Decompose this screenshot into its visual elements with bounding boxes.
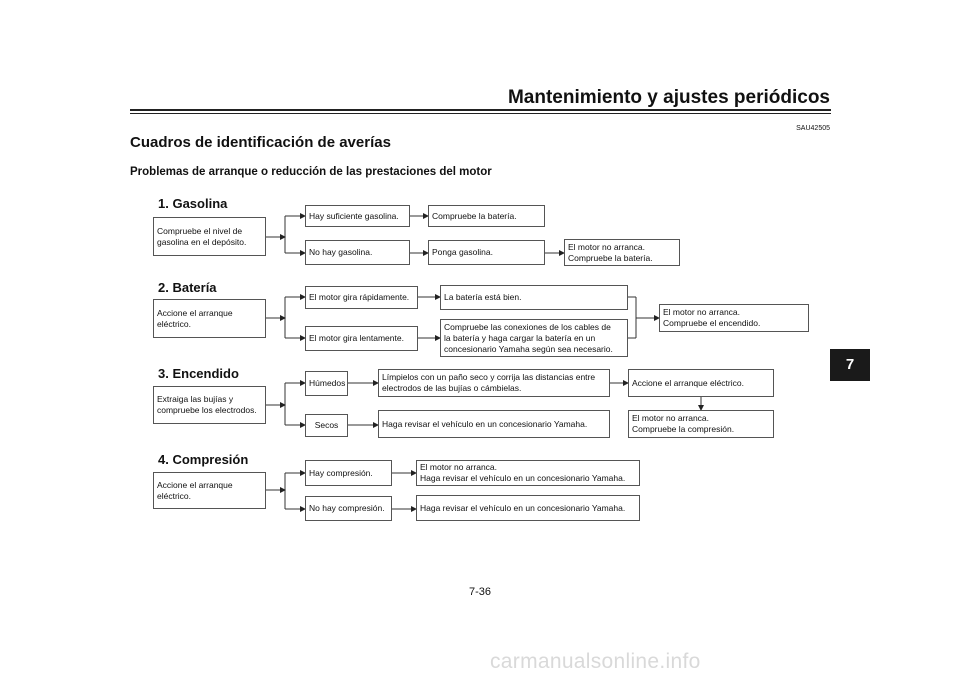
section-title-bateria: 2. Batería — [158, 280, 217, 295]
gasolina-result-check-battery: Compruebe la batería. — [428, 205, 545, 227]
encendido-action-dealer: Haga revisar el vehículo en un concesionario Yamaha. — [378, 410, 610, 438]
gasolina-action-refuel: Ponga gasolina. — [428, 240, 545, 265]
compresion-result-dealer: El motor no arranca. Haga revisar el vehículo en un concesionario Yamaha. — [416, 460, 640, 486]
gasolina-option-none: No hay gasolina. — [305, 240, 410, 265]
bateria-option-slow: El motor gira lentamente. — [305, 326, 418, 351]
bateria-final-no-start: El motor no arranca. Compruebe el encendido. — [659, 304, 809, 332]
section-title-compresion: 4. Compresión — [158, 452, 249, 467]
watermark-text: carmanualsonline.info — [490, 650, 701, 673]
compresion-option-yes: Hay compresión. — [305, 460, 392, 486]
section-title-encendido: 3. Encendido — [158, 366, 239, 381]
page-number: 7-36 — [468, 586, 492, 598]
encendido-action-clean-plugs: Límpielos con un paño seco y corrija las distancias entre electrodos de las bujías o cámbielas. — [378, 369, 610, 397]
encendido-final-no-start: El motor no arranca. Compruebe la compresión. — [628, 410, 774, 438]
bateria-option-fast: El motor gira rápidamente. — [305, 286, 418, 309]
gasolina-option-sufficient: Hay suficiente gasolina. — [305, 205, 410, 227]
encendido-result-start: Accione el arranque eléctrico. — [628, 369, 774, 397]
compresion-action-dealer: Haga revisar el vehículo en un concesionario Yamaha. — [416, 495, 640, 521]
document-code: SAU42505 — [796, 125, 830, 132]
compresion-option-no: No hay compresión. — [305, 496, 392, 521]
bateria-result-ok: La batería está bien. — [440, 285, 628, 310]
gasolina-start-box: Compruebe el nivel de gasolina en el depósito. — [153, 217, 266, 256]
bateria-start-box: Accione el arranque eléctrico. — [153, 299, 266, 338]
page-subtitle: Problemas de arranque o reducción de las prestaciones del motor — [130, 166, 492, 178]
page-title: Cuadros de identificación de averías — [130, 134, 391, 151]
encendido-option-dry: Secos — [305, 414, 348, 437]
section-title-gasolina: 1. Gasolina — [158, 196, 228, 211]
bateria-action-check-connections: Compruebe las conexiones de los cables de la batería y haga cargar la batería en un concesionario Yamaha según sea necesario. — [440, 319, 628, 357]
gasolina-result-no-start: El motor no arranca. Compruebe la batería. — [564, 239, 680, 266]
page-header-title: Mantenimiento y ajustes periódicos — [507, 87, 830, 108]
chapter-tab: 7 — [830, 349, 870, 381]
encendido-option-wet: Húmedos — [305, 371, 348, 396]
encendido-start-box: Extraiga las bujías y compruebe los electrodos. — [153, 386, 266, 424]
compresion-start-box: Accione el arranque eléctrico. — [153, 472, 266, 509]
